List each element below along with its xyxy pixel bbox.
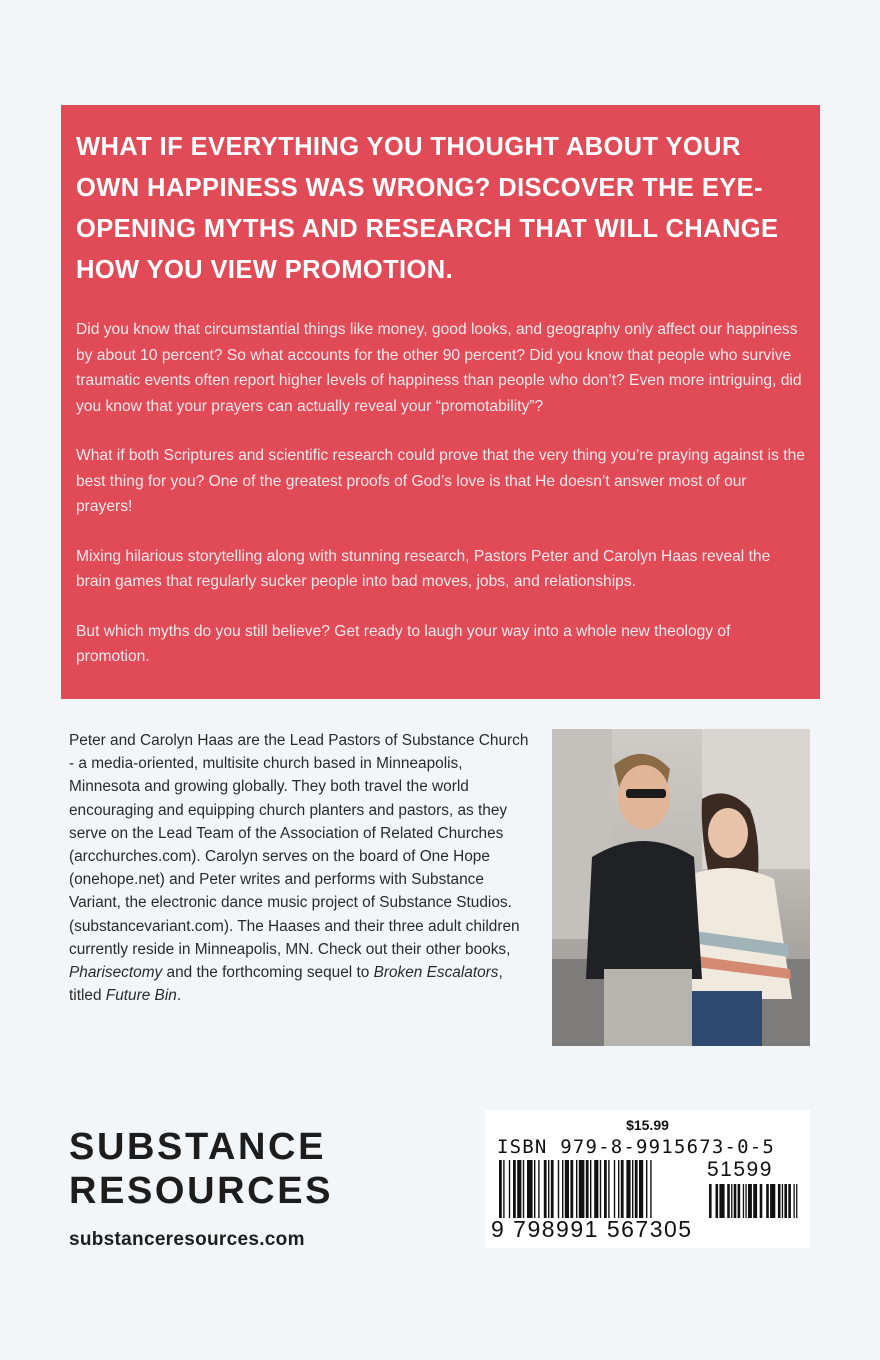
barcode-bar	[614, 1160, 615, 1218]
barcode-addon-bar	[709, 1184, 712, 1218]
barcode-bar	[499, 1160, 502, 1218]
barcode-addon-bar	[748, 1184, 752, 1218]
barcode-bar	[517, 1160, 521, 1218]
barcode-addon-bar	[738, 1184, 741, 1218]
barcode-bar	[558, 1160, 559, 1218]
barcode-bar	[523, 1160, 524, 1218]
blurb-paragraph-3: Mixing hilarious storytelling along with stunning research, Pastors Peter and Carolyn Haas reveal the brain games that regularly sucker people into bad moves, jobs, and relationships.	[76, 547, 771, 590]
barcode-bar	[635, 1160, 638, 1218]
bio-text: , titled	[69, 964, 503, 1005]
barcode-bar	[570, 1160, 573, 1218]
barcode-bar	[534, 1160, 535, 1218]
barcode-addon-bar	[766, 1184, 769, 1218]
barcode-bar	[544, 1160, 547, 1218]
barcode-bar	[632, 1160, 633, 1218]
barcode-addon-bar	[716, 1184, 719, 1218]
blurb-headline: WHAT IF EVERYTHING YOU THOUGHT ABOUT YOUR OWN HAPPINESS WAS WRONG? DISCOVER THE EYE-OPENING MYTHS AND RESEARCH THAT WILL CHANGE HOW YOU VIEW PROMOTION.	[76, 133, 779, 284]
publisher-url: substanceresources.com	[69, 1229, 305, 1250]
bio-book-title: Broken Escalators	[373, 964, 499, 982]
barcode-addon-bar	[727, 1184, 730, 1218]
price-label: $15.99	[626, 1117, 669, 1133]
barcode-bar	[646, 1160, 647, 1218]
publisher-logo-line-1: SUBSTANCE	[69, 1126, 327, 1168]
barcode-addon-bar	[788, 1184, 791, 1218]
barcode-bar	[538, 1160, 539, 1218]
barcode-panel	[485, 1110, 810, 1248]
ean-digits: 9 798991 567305	[491, 1216, 693, 1242]
barcode-addon-bar	[743, 1184, 744, 1218]
barcode-addon-bar	[760, 1184, 763, 1218]
author-photo	[552, 729, 810, 1046]
barcode-addon-bar	[778, 1184, 781, 1218]
author-photo-illustration	[552, 729, 810, 1046]
bio-book-title: Future Bin	[105, 987, 177, 1005]
barcode-bar	[579, 1160, 585, 1218]
addon-digits: 51599	[707, 1158, 773, 1181]
blurb-paragraph-4: But which myths do you still believe? Get ready to laugh your way into a whole new theology of promotion.	[76, 622, 731, 665]
barcode-addon-bar	[745, 1184, 746, 1218]
barcode-bar	[608, 1160, 609, 1218]
barcode-addon-bar	[794, 1184, 795, 1218]
barcode-bar	[565, 1160, 569, 1218]
barcode-addon-bar	[770, 1184, 775, 1218]
author-bio	[69, 729, 531, 1007]
barcode-bar	[618, 1160, 619, 1218]
blurb-paragraph-1: Did you know that circumstantial things like money, good looks, and geography only affect our happiness by about 10 percent? So what accounts for the other 90 percent? Did you know that people who survive traumatic events often report higher levels of happiness than people who don’t? Even more intriguing, did you know that your prayers can actually reveal your “promotability”?	[76, 321, 802, 415]
bio-text: .	[176, 987, 182, 1005]
barcode-bar	[600, 1160, 601, 1218]
barcode-addon-bar	[731, 1184, 732, 1218]
bio-text: Peter and Carolyn Haas are the Lead Pastors of Substance Church - a media-oriented, multisite church based in Minneapolis, Minnesota and growing globally. They both travel the world encouraging and equipping church planters and pastors, as they serve on the Lead Team of the Association of Related Churches (arcchurches.com). Carolyn serves on the board of One Hope (onehope.net) and Peter writes and performs with Substance Variant, the electronic dance music project of Substance Studios. (substancevariant.com). The Haases and their three adult children currently reside in Minneapolis, MN. Check out their other books,	[69, 732, 529, 958]
barcode-bar	[576, 1160, 577, 1218]
barcode-bar	[650, 1160, 651, 1218]
barcode-bar	[586, 1160, 589, 1218]
barcode-bar	[551, 1160, 554, 1218]
barcode-bar	[527, 1160, 533, 1218]
barcode-bar	[639, 1160, 643, 1218]
barcode-bar	[548, 1160, 549, 1218]
barcode-bar	[594, 1160, 598, 1218]
barcode-bar	[621, 1160, 624, 1218]
barcode-addon-bar	[719, 1184, 724, 1218]
barcode-bar	[590, 1160, 591, 1218]
barcode-addon-bar	[796, 1184, 797, 1218]
barcode-bar	[562, 1160, 563, 1218]
barcode-addon-bar	[782, 1184, 783, 1218]
bio-book-title: Pharisectomy	[69, 964, 163, 982]
barcode-addon-bar	[753, 1184, 757, 1218]
publisher-logo-line-2: RESOURCES	[69, 1170, 334, 1212]
barcode-addon-bar	[734, 1184, 737, 1218]
isbn-label: ISBN 979-8-9915673-0-5	[497, 1136, 776, 1158]
blurb-paragraph-2: What if both Scriptures and scientific research could prove that the very thing you’re praying against is the best thing for you? One of the greatest proofs of God’s love is that He doesn’t answer most of our prayers!	[76, 447, 805, 515]
barcode-addon-bar	[784, 1184, 787, 1218]
barcode-bar	[626, 1160, 630, 1218]
barcode-bar	[604, 1160, 607, 1218]
publisher-logo	[69, 1125, 333, 1213]
barcode-bar	[503, 1160, 504, 1218]
bio-text: and the forthcoming sequel to	[162, 964, 374, 982]
barcode-bar	[513, 1160, 516, 1218]
barcode-bar	[509, 1160, 510, 1218]
blurb-panel	[61, 105, 820, 699]
